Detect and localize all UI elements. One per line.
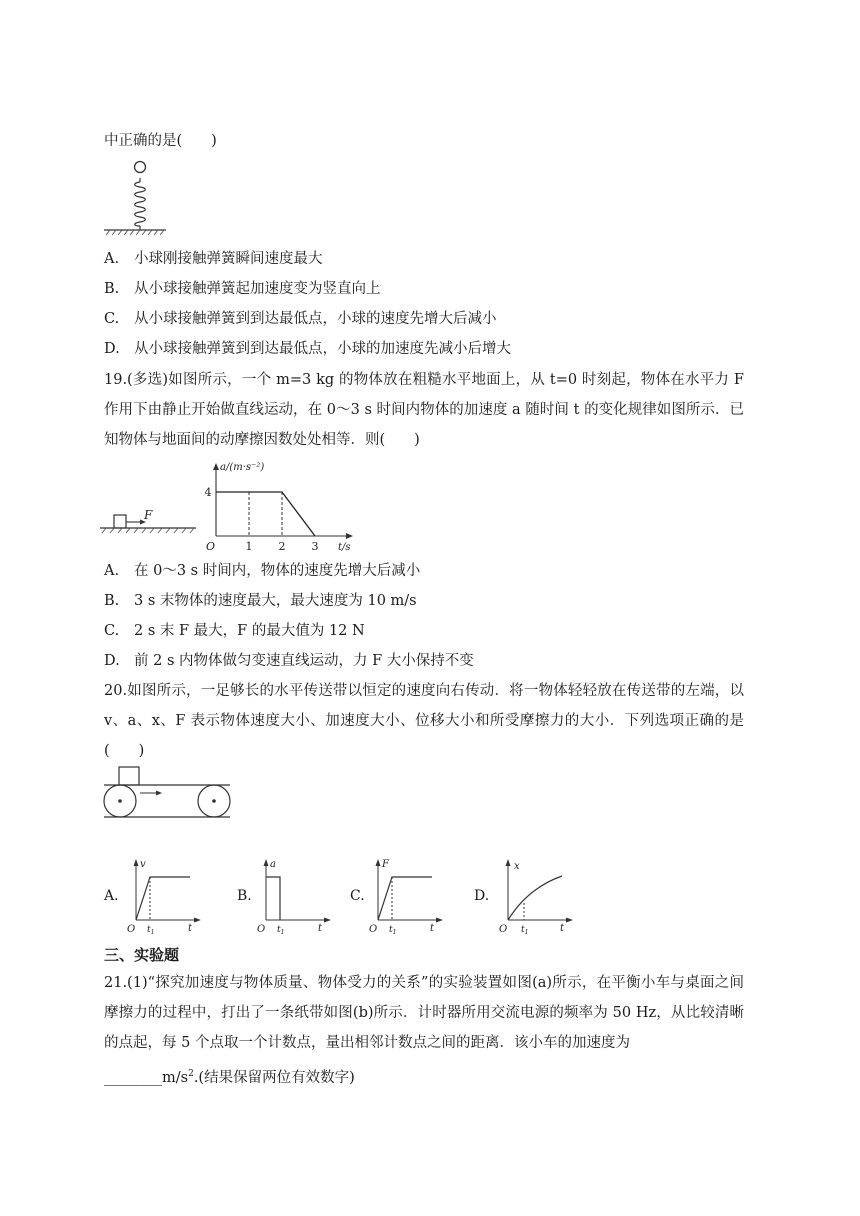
x-axis-label: t/s (338, 542, 351, 553)
origin-label: O (206, 540, 216, 553)
acceleration-series-line (216, 492, 315, 536)
q20-graph-c (370, 858, 446, 934)
t-label: t (560, 923, 565, 934)
q20-option-c-label: C. (350, 888, 365, 904)
q19-option-d: D. 前 2 s 内物体做匀变速直线运动，力 F 大小保持不变 (104, 653, 474, 669)
axis-label-a: a (270, 859, 276, 870)
x-tick-label: 3 (311, 540, 319, 553)
q18-option-c: C. 从小球接触弹簧到到达最低点，小球的速度先增大后减小 (104, 311, 497, 327)
q18-option-b: B. 从小球接触弹簧起加速度变为竖直向上 (104, 281, 381, 297)
axis-label-v: v (140, 859, 146, 870)
conveyor-belt-figure (102, 766, 236, 822)
t1-label: $t_1$ (277, 925, 285, 936)
q19-option-c: C. 2 s 末 F 最大，F 的最大值为 12 N (104, 623, 365, 639)
t1-label: $t_1$ (147, 925, 155, 936)
q20-graph-d (500, 858, 576, 934)
y-axis-arrow (213, 463, 219, 470)
q19-option-a: A. 在 0～3 s 时间内，物体的速度先增大后减小 (104, 563, 421, 579)
q18-stem-tail: 中正确的是( ) (104, 133, 217, 149)
x-tick-label: 1 (245, 540, 253, 553)
ball-icon (135, 162, 146, 173)
origin-label: O (369, 924, 378, 935)
y-tick-label: 4 (204, 486, 212, 499)
t-label: t (430, 923, 435, 934)
t1-label: $t_1$ (521, 925, 529, 936)
q21-stem: 21.(1)“探究加速度与物体质量、物体受力的关系”的实验装置如图(a)所示，在平衡小车与桌面之间摩擦力的过程中，打出了一条纸带如图(b)所示．计时器所用交流电源的频率为 50 Hz，从比较清晰的点起，每 5 个点取一个计数点，量出相邻计数点之间的距离．该小车的加速度为 (104, 975, 744, 1051)
q20-graph-b (258, 858, 334, 934)
q20-option-b-label: B. (237, 888, 252, 904)
axis-label-x: x (514, 861, 520, 872)
origin-label: O (257, 924, 266, 935)
section-title: 三、实验题 (104, 946, 180, 964)
q21-note: .(结果保留两位有效数字) (193, 1069, 355, 1086)
q19-stem: 19.(多选)如图所示，一个 m=3 kg 的物体放在粗糙水平地面上，从 t=0 时刻起，物体在水平力 F 作用下由静止开始做直线运动，在 0～3 s 时间内物体的加速度 a 随时间 t 的变化规律如图所示．已知物体与地面间的动摩擦因数处处相等．则( ) (104, 372, 744, 448)
axis-label-f: F (382, 859, 389, 870)
q20-graph-a (128, 858, 204, 934)
q18-option-d: D. 从小球接触弹簧到到达最低点，小球的加速度先减小后增大 (104, 341, 511, 357)
force-label: F (144, 508, 153, 522)
object-block-icon (119, 767, 139, 785)
y-axis-label: a/(m·s⁻²) (220, 462, 265, 473)
q21-answer-line (104, 1064, 355, 1088)
origin-label: O (127, 924, 136, 935)
t-label: t (318, 923, 323, 934)
t-label: t (188, 923, 193, 934)
q21-unit-exponent: 2 (188, 1069, 194, 1079)
q19-option-b: B. 3 s 末物体的速度最大，最大速度为 10 m/s (104, 593, 417, 609)
q20-option-d-label: D. (474, 888, 490, 904)
q20-option-a-label: A. (104, 888, 119, 904)
origin-label: O (499, 924, 508, 935)
t1-label: $t_1$ (389, 925, 397, 936)
q20-stem: 20.如图所示，一足够长的水平传送带以恒定的速度向右传动．将一物体轻轻放在传送带的左端，以 v、a、x、F 表示物体速度大小、加速度大小、位移大小和所受摩擦力的大小．下列选项正确的是( ) (104, 683, 744, 759)
block-icon (114, 515, 126, 528)
spring-icon (135, 182, 146, 226)
belt-direction-arrow-icon (156, 791, 162, 796)
block-on-ground-figure (100, 505, 200, 545)
acceleration-time-chart (200, 462, 360, 554)
q21-unit: m/s (162, 1069, 189, 1086)
q18-option-a: A. 小球刚接触弹簧瞬间速度最大 (104, 251, 323, 267)
spring-ball-figure (100, 160, 170, 240)
x-axis-arrow (346, 533, 353, 539)
q21-answer-blank[interactable]: ________ (104, 1069, 162, 1086)
x-tick-label: 2 (278, 540, 286, 553)
